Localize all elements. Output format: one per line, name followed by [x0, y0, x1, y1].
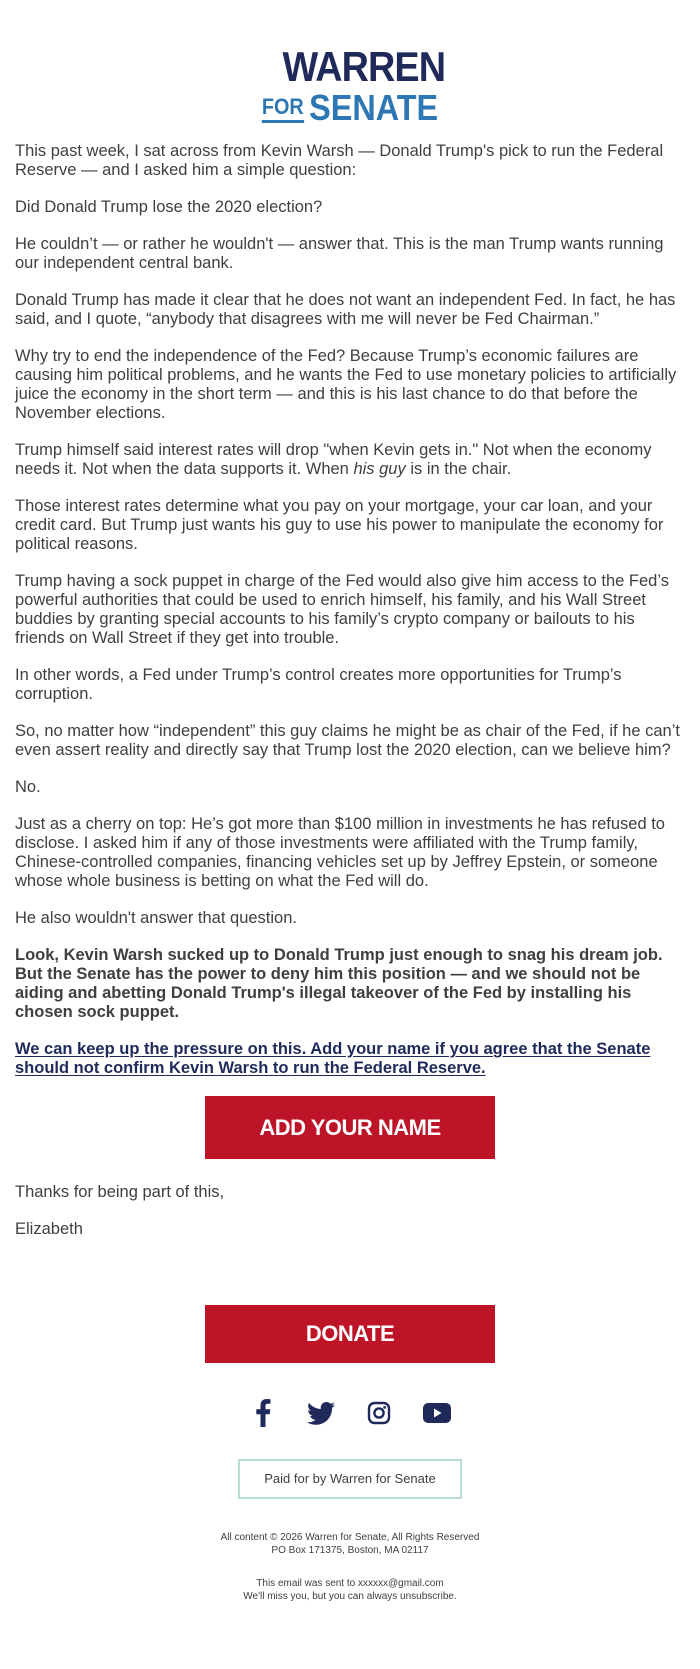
donate-button[interactable]: DONATE [205, 1305, 495, 1363]
paragraph: He also wouldn't answer that question. [15, 909, 297, 927]
signoff [0, 1159, 700, 1239]
sent-to-text: This email was sent to xxxxxx@gmail.com [256, 1578, 444, 1589]
paragraph: This past week, I sat across from Kevin Warsh — Donald Trump's pick to run the Federal Reserve — and I asked him a simple question: [15, 142, 664, 179]
paragraph-text: is in the chair. [405, 460, 512, 478]
youtube-icon[interactable] [422, 1398, 452, 1428]
logo-line2 [261, 87, 439, 128]
thanks-text: Thanks for being part of this, [15, 1183, 225, 1201]
cta-paragraph [15, 1040, 685, 1078]
paragraph: Those interest rates determine what you pay on your mortgage, your car loan, and your credit card. But Trump just wants his guy to use his power to manipulate the economy for political reasons. [15, 497, 664, 553]
paragraph [15, 441, 685, 479]
paid-for-disclaimer: Paid for by Warren for Senate [238, 1459, 462, 1499]
address-text: PO Box 171375, Boston, MA 02117 [271, 1545, 429, 1556]
paragraph: So, no matter how “independent” this guy claims he might be as chair of the Fed, if he can’t even assert reality and directly say that Trump lost the 2020 election, can we believe him? [15, 722, 680, 759]
paragraph: In other words, a Fed under Trump’s control creates more opportunities for Trump’s corruption. [15, 666, 622, 703]
paragraph: Donald Trump has made it clear that he does not want an independent Fed. In fact, he has said, and I quote, “anybody that disagrees with me will never be Fed Chairman.” [15, 291, 676, 328]
paragraph: Why try to end the independence of the Fed? Because Trump’s economic failures are causing him political problems, and he wants the Fed to use monetary policies to artificially juice the economy in the short term — and this is his last chance to do that before the November elections. [15, 347, 677, 422]
paragraph: He couldn’t — or rather he wouldn't — answer that. This is the man Trump wants running our independent central bank. [15, 235, 664, 272]
social-links [0, 1397, 700, 1429]
logo-for-text: FOR [262, 95, 304, 123]
logo-warren-text: WARREN [282, 43, 446, 90]
bold-paragraph: Look, Kevin Warsh sucked up to Donald Trump just enough to snag his dream job. But the Senate has the power to deny him this position — and we should not be aiding and abetting Donald Trump's illegal takeover of the Fed by installing his chosen sock puppet. [15, 946, 663, 1021]
add-name-link[interactable]: We can keep up the pressure on this. Add your name if you agree that the Senate should not confirm Kevin Warsh to run the Federal Reserve. [15, 1040, 651, 1077]
copyright-text: All content © 2026 Warren for Senate, All Rights Reserved [220, 1532, 480, 1543]
paragraph: Did Donald Trump lose the 2020 election? [15, 198, 323, 216]
paragraph-text: Trump himself said interest rates will drop "when Kevin gets in." Not when the economy needs it. Not when the data supports it. When [15, 441, 652, 478]
instagram-icon[interactable] [364, 1398, 394, 1428]
paragraph: Just as a cherry on top: He’s got more than $100 million in investments he has refused to disclose. I asked him if any of those investments were affiliated with the Trump family, Chinese-controlled companies, financing vehicles set up by Jeffrey Epstein, or someone whose whole business is betting on what the Fed will do. [15, 815, 665, 890]
unsubscribe-text[interactable]: We'll miss you, but you can always unsubscribe. [243, 1591, 457, 1602]
twitter-icon[interactable] [306, 1398, 336, 1428]
signature-name: Elizabeth [15, 1220, 83, 1238]
warren-for-senate-logo[interactable] [261, 43, 446, 128]
logo-senate-text: SENATE [309, 87, 439, 128]
add-your-name-button[interactable]: ADD YOUR NAME [205, 1096, 495, 1159]
facebook-icon[interactable] [248, 1398, 278, 1428]
italic-text: his guy [353, 460, 406, 478]
paragraph: Trump having a sock puppet in charge of the Fed would also give him access to the Fed’s powerful authorities that could be used to enrich himself, his family, and his Wall Street buddies by granting special accounts to his family’s crypto company or bailouts to his friends on Wall Street if they get into trouble. [15, 572, 669, 647]
email-body [0, 126, 700, 1078]
email-footer [0, 1531, 700, 1603]
paragraph: No. [15, 778, 41, 796]
